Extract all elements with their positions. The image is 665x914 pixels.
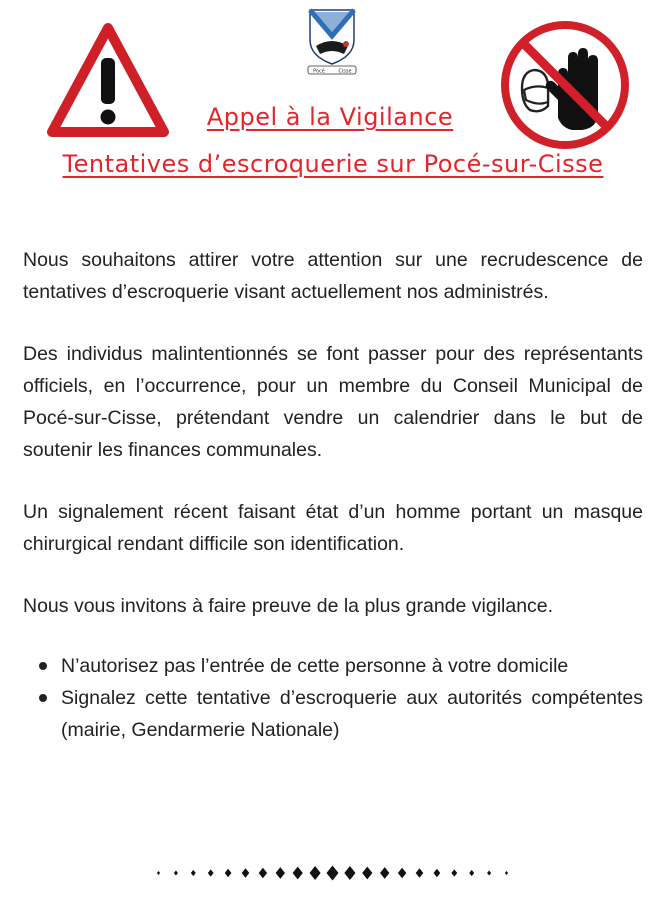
diamond-ornament-icon [344, 866, 355, 880]
paragraph: Nous vous invitons à faire preuve de la plus grande vigilance. [23, 595, 554, 617]
crest-motto-right: Cisse [338, 68, 352, 75]
diamond-ornament-icon [487, 870, 491, 875]
list-item-text: N’autorisez pas l’entrée de cette personne à votre domicile [61, 655, 569, 677]
diamond-ornament-icon [242, 868, 250, 878]
list-item [23, 682, 643, 746]
page-title: Appel à la Vigilance [206, 103, 454, 131]
diamond-ornament-icon [225, 869, 232, 877]
diamond-ornament-icon [191, 870, 196, 876]
stop-hand-icon [500, 20, 630, 150]
diamond-ornament-icon [310, 866, 321, 880]
warning-triangle-icon [46, 22, 170, 140]
diamond-ornament-icon [157, 871, 160, 875]
diamond-ornament-icon [362, 867, 372, 880]
diamond-divider [150, 858, 515, 888]
diamond-ornament-icon [259, 868, 267, 879]
crest-motto-left: Pocé [313, 68, 325, 75]
crest-icon [302, 6, 362, 76]
bullet-dot-icon [39, 694, 47, 702]
page-subtitle: Tentatives d’escroquerie sur Pocé-sur-Cisse [62, 150, 604, 178]
paragraph: Un signalement récent faisant état d’un homme portant un masque chirurgical rendant difficile son identification. [23, 501, 643, 555]
list-item [23, 650, 643, 682]
diamond-ornament-icon [276, 867, 285, 879]
diamond-ornament-icon [398, 868, 406, 879]
diamond-ornament-icon [451, 869, 457, 876]
diamond-ornament-icon [434, 869, 441, 877]
list-item-text: Signalez cette tentative d’escroquerie aux autorités compétentes (mairie, Gendarmerie Nationale) [61, 687, 643, 741]
diamond-ornament-icon [293, 867, 303, 880]
diamond-ornament-icon [208, 869, 214, 876]
diamond-ornament-icon [416, 868, 424, 878]
paragraph: Des individus malintentionnés se font passer pour des représentants officiels, en l’occurrence, pour un membre du Conseil Municipal de Pocé-sur-Cisse, prétendant vendre un calendrier dans le but de soutenir les finances communales. [23, 343, 643, 461]
bullet-dot-icon [39, 662, 47, 670]
diamond-ornament-icon [505, 871, 508, 875]
paragraph: Nous souhaitons attirer votre attention sur une recrudescence de tentatives d’escroquerie visant actuellement nos administrés. [23, 249, 643, 303]
diamond-ornament-icon [327, 866, 339, 881]
notice-body [23, 244, 643, 746]
diamond-ornament-icon [174, 870, 178, 875]
diamond-ornament-icon [469, 870, 474, 876]
diamond-ornament-icon [380, 867, 389, 879]
advice-list [23, 650, 643, 746]
